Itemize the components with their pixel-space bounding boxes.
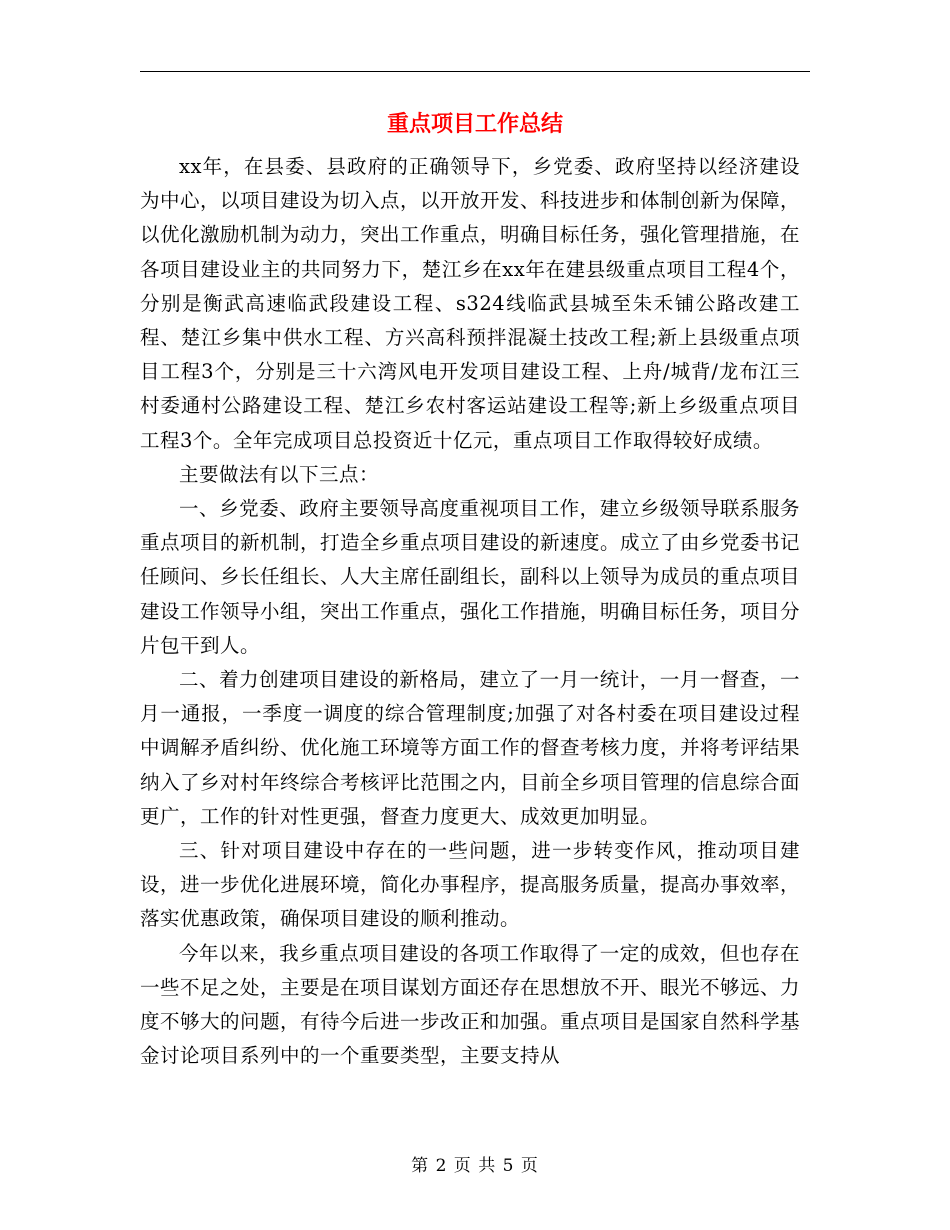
paragraph-intro: xx年，在县委、县政府的正确领导下，乡党委、政府坚持以经济建设为中心，以项目建设为切入点，以开放开发、科技进步和体制创新为保障，以优化激励机制为动力，突出工作重点，明确目标任务，强化管理措施，在各项目建设业主的共同努力下，楚江乡在xx年在建县级重点项目工程4个，分别是衡武高速临武段建设工程、s324线临武县城至朱禾铺公路改建工程、楚江乡集中供水工程、方兴高科预拌混凝土技改工程;新上县级重点项目工程3个，分别是三十六湾风电开发项目建设工程、上舟/城背/龙布江三村委通村公路建设工程、楚江乡农村客运站建设工程等;新上乡级重点项目工程3个。全年完成项目总投资近十亿元，重点项目工作取得较好成绩。 bbox=[140, 155, 801, 452]
page-number-footer: 第 2 页 共 5 页 bbox=[411, 1156, 539, 1176]
header-rule bbox=[140, 71, 810, 72]
document-body bbox=[140, 150, 800, 1073]
paragraph-method-two: 二、着力创建项目建设的新格局，建立了一月一统计，一月一督查，一月一通报，一季度一调度的综合管理制度;加强了对各村委在项目建设过程中调解矛盾纠纷、优化施工环境等方面工作的督查考核力度，并将考评结果纳入了乡对村年终综合考核评比范围之内，目前全乡项目管理的信息综合面更广，工作的针对性更强，督查力度更大、成效更加明显。 bbox=[140, 668, 801, 828]
document-title: 重点项目工作总结 bbox=[386, 112, 563, 137]
paragraph-conclusion: 今年以来，我乡重点项目建设的各项工作取得了一定的成效，但也存在一些不足之处，主要是在项目谋划方面还存在思想放不开、眼光不够远、力度不够大的问题，有待今后进一步改正和加强。重点项目是国家自然科学基金讨论项目系列中的一个重要类型，主要支持从 bbox=[140, 941, 801, 1068]
paragraph-method-three: 三、针对项目建设中存在的一些问题，进一步转变作风，推动项目建设，进一步优化进展环境，简化办事程序，提高服务质量，提高办事效率，落实优惠政策，确保项目建设的顺利推动。 bbox=[140, 839, 801, 931]
paragraph-methods-heading: 主要做法有以下三点： bbox=[179, 462, 380, 486]
paragraph-method-one: 一、乡党委、政府主要领导高度重视项目工作，建立乡级领导联系服务重点项目的新机制，打造全乡重点项目建设的新速度。成立了由乡党委书记任顾问、乡长任组长、人大主席任副组长，副科以上领导为成员的重点项目建设工作领导小组，突出工作重点，强化工作措施，明确目标任务，项目分片包干到人。 bbox=[140, 497, 801, 657]
